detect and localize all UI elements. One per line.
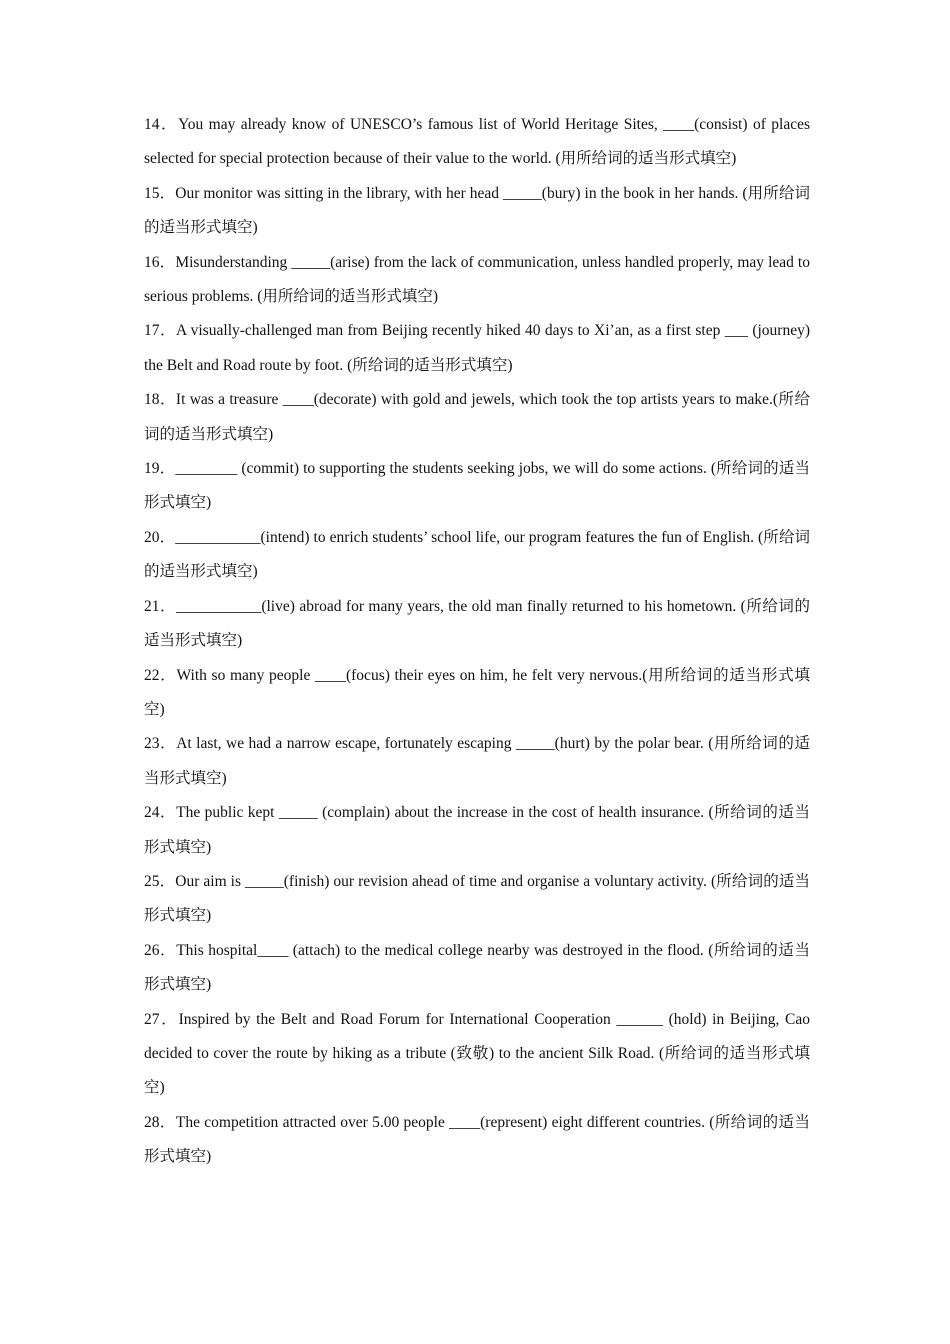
- question-number: 24: [144, 804, 160, 822]
- question-number: 16: [144, 253, 160, 271]
- question-number: 25: [144, 872, 160, 890]
- question-list: [144, 108, 810, 1175]
- question-item: 24．The public kept _____ (complain) about the increase in the cost of health insurance. (所给词的适当形式填空): [144, 804, 810, 856]
- question-item: 26．This hospital____ (attach) to the medical college nearby was destroyed in the flood. (所给词的适当形式填空): [144, 941, 810, 994]
- question-text: The competition attracted over 5.00 people ____(represent) eight different countries. (所给词的适当形式填空): [144, 1113, 810, 1166]
- question-text: Our monitor was sitting in the library, with her head _____(bury) in the book in her hands. (用所给词的适当形式填空): [144, 184, 810, 237]
- question-number: 28: [144, 1113, 160, 1131]
- question-item: 15．Our monitor was sitting in the library, with her head _____(bury) in the book in her hands. (用所给词的适当形式填空): [144, 184, 810, 237]
- question-number: 19: [144, 460, 160, 478]
- question-item: 28．The competition attracted over 5.00 people ____(represent) eight different countries. (所给词的适当形式填空): [144, 1113, 810, 1166]
- question-number: 20: [144, 528, 160, 546]
- question-text: With so many people ____(focus) their eyes on him, he felt very nervous.(用所给词的适当形式填空): [144, 666, 810, 718]
- question-text: You may already know of UNESCO’s famous list of World Heritage Sites, ____(consist) of places selected for special protection because of their value to the world. (用所给词的适当形式填空): [144, 116, 810, 168]
- question-number: 15: [144, 184, 160, 202]
- question-number: 23: [144, 735, 160, 753]
- question-text: At last, we had a narrow escape, fortunately escaping _____(hurt) by the polar bear. (用所给词的适当形式填空): [144, 735, 810, 787]
- question-number: 27: [144, 1010, 160, 1028]
- question-item: 19．________ (commit) to supporting the students seeking jobs, we will do some actions. (所给词的适当形式填空): [144, 460, 810, 512]
- question-text: A visually-challenged man from Beijing recently hiked 40 days to Xi’an, as a first step ___ (journey) the Belt and Road route by foot. (所给词的适当形式填空): [144, 322, 810, 374]
- question-text: It was a treasure ____(decorate) with gold and jewels, which took the top artists years to make.(所给词的适当形式填空): [144, 391, 810, 443]
- question-text: ________ (commit) to supporting the students seeking jobs, we will do some actions. (所给词的适当形式填空): [144, 460, 810, 512]
- question-item: 16．Misunderstanding _____(arise) from the lack of communication, unless handled properly, may lead to serious problems. (用所给词的适当形式填空): [144, 253, 810, 306]
- question-text: Inspired by the Belt and Road Forum for International Cooperation ______ (hold) in Beijing, Cao decided to cover the route by hiking as a tribute (致敬) to the ancient Silk Road. (所给词的适当形式填空): [144, 1010, 810, 1097]
- question-item: 27．Inspired by the Belt and Road Forum for International Cooperation ______ (hold) in Beijing, Cao decided to cover the route by hiking as a tribute (致敬) to the ancient Silk Road. (所给词的适当形式填空): [144, 1010, 810, 1097]
- question-number: 26: [144, 941, 160, 959]
- question-number: 14: [144, 116, 160, 133]
- question-item: 18．It was a treasure ____(decorate) with gold and jewels, which took the top artists years to make.(所给词的适当形式填空): [144, 391, 810, 443]
- question-item: 21．___________(live) abroad for many years, the old man finally returned to his hometown. (所给词的适当形式填空): [144, 597, 810, 650]
- question-item: 25．Our aim is _____(finish) our revision ahead of time and organise a voluntary activity. (所给词的适当形式填空): [144, 872, 810, 925]
- question-text: ___________(live) abroad for many years, the old man finally returned to his hometown. (所给词的适当形式填空): [144, 597, 810, 650]
- question-text: ___________(intend) to enrich students’ school life, our program features the fun of English. (所给词的适当形式填空): [144, 528, 810, 581]
- question-text: Misunderstanding _____(arise) from the lack of communication, unless handled properly, may lead to serious problems. (用所给词的适当形式填空): [144, 253, 810, 306]
- question-item: 14．You may already know of UNESCO’s famous list of World Heritage Sites, ____(consist) of places selected for special protection because of their value to the world. (用所给词的适当形式填空): [144, 116, 810, 168]
- question-number: 18: [144, 391, 160, 409]
- question-number: 17: [144, 322, 160, 340]
- question-item: 22．With so many people ____(focus) their eyes on him, he felt very nervous.(用所给词的适当形式填空): [144, 666, 810, 718]
- question-text: This hospital____ (attach) to the medical college nearby was destroyed in the flood. (所给词的适当形式填空): [144, 941, 810, 994]
- question-text: Our aim is _____(finish) our revision ahead of time and organise a voluntary activity. (所给词的适当形式填空): [144, 872, 810, 925]
- question-text: The public kept _____ (complain) about the increase in the cost of health insurance. (所给词的适当形式填空): [144, 804, 810, 856]
- question-number: 22: [144, 666, 160, 684]
- question-item: 17．A visually-challenged man from Beijing recently hiked 40 days to Xi’an, as a first step ___ (journey) the Belt and Road route by foot. (所给词的适当形式填空): [144, 322, 810, 374]
- question-item: 20．___________(intend) to enrich students’ school life, our program features the fun of English. (所给词的适当形式填空): [144, 528, 810, 581]
- question-number: 21: [144, 597, 160, 615]
- question-item: 23．At last, we had a narrow escape, fortunately escaping _____(hurt) by the polar bear. (用所给词的适当形式填空): [144, 735, 810, 787]
